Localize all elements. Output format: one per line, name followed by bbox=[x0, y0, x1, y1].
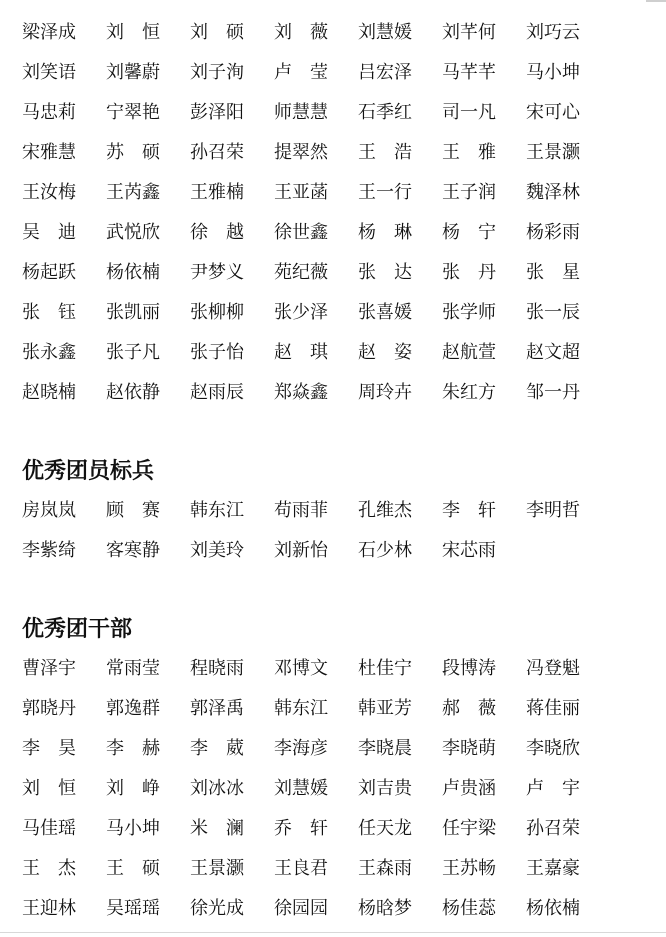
name-entry: 张学师 bbox=[442, 302, 496, 323]
name-list-outstanding-league-cadre bbox=[22, 649, 642, 929]
name-entry: 刘馨蔚 bbox=[106, 62, 160, 83]
name-entry: 马小坤 bbox=[526, 62, 580, 83]
name-entry: 张永鑫 bbox=[22, 342, 76, 363]
name-entry: 李 昊 bbox=[22, 738, 76, 759]
name-entry: 徐光成 bbox=[190, 898, 244, 919]
name-list-continued bbox=[22, 13, 642, 413]
name-entry: 郭泽禹 bbox=[190, 698, 244, 719]
name-entry: 杨彩雨 bbox=[526, 222, 580, 243]
name-entry: 张凯丽 bbox=[106, 302, 160, 323]
name-entry: 王 雅 bbox=[442, 142, 496, 163]
name-entry: 彭泽阳 bbox=[190, 102, 244, 123]
name-entry: 李紫绮 bbox=[22, 540, 76, 561]
name-entry: 宁翠艳 bbox=[106, 102, 160, 123]
name-entry: 李海彦 bbox=[274, 738, 328, 759]
name-entry: 任天龙 bbox=[358, 818, 412, 839]
name-entry: 王雅楠 bbox=[190, 182, 244, 203]
name-entry: 王森雨 bbox=[358, 858, 412, 879]
name-entry: 宋可心 bbox=[526, 102, 580, 123]
name-entry: 李 轩 bbox=[442, 500, 496, 521]
name-entry: 段博涛 bbox=[442, 658, 496, 679]
name-entry: 李 葳 bbox=[190, 738, 244, 759]
name-entry: 朱红方 bbox=[442, 382, 496, 403]
name-entry: 杨起跃 bbox=[22, 262, 76, 283]
name-entry: 刘冰冰 bbox=[190, 778, 244, 799]
name-entry: 张柳柳 bbox=[190, 302, 244, 323]
name-entry: 蒋佳丽 bbox=[526, 698, 580, 719]
name-entry: 赵晓楠 bbox=[22, 382, 76, 403]
name-entry: 李晓萌 bbox=[442, 738, 496, 759]
name-entry: 刘芊何 bbox=[442, 22, 496, 43]
name-entry: 卢 宇 bbox=[526, 778, 580, 799]
name-entry: 张 钰 bbox=[22, 302, 76, 323]
name-entry: 刘笑语 bbox=[22, 62, 76, 83]
name-entry: 孙召荣 bbox=[190, 142, 244, 163]
name-entry: 杨依楠 bbox=[106, 262, 160, 283]
name-entry: 苑纪薇 bbox=[274, 262, 328, 283]
name-entry: 郭晓丹 bbox=[22, 698, 76, 719]
name-entry: 王苏畅 bbox=[442, 858, 496, 879]
name-entry: 程晓雨 bbox=[190, 658, 244, 679]
name-entry: 司一凡 bbox=[442, 102, 496, 123]
name-entry: 张子凡 bbox=[106, 342, 160, 363]
name-entry: 孙召荣 bbox=[526, 818, 580, 839]
name-entry: 郝 薇 bbox=[442, 698, 496, 719]
name-entry: 冯登魁 bbox=[526, 658, 580, 679]
name-entry: 张喜媛 bbox=[358, 302, 412, 323]
name-entry: 杜佳宁 bbox=[358, 658, 412, 679]
name-entry: 徐世鑫 bbox=[274, 222, 328, 243]
name-entry: 尹梦义 bbox=[190, 262, 244, 283]
name-entry: 王 硕 bbox=[106, 858, 160, 879]
name-entry: 刘吉贵 bbox=[358, 778, 412, 799]
name-entry: 李 赫 bbox=[106, 738, 160, 759]
name-entry: 韩东江 bbox=[190, 500, 244, 521]
name-entry: 张 星 bbox=[526, 262, 580, 283]
name-entry: 王迎林 bbox=[22, 898, 76, 919]
name-entry: 吴瑶瑶 bbox=[106, 898, 160, 919]
name-entry: 邹一丹 bbox=[526, 382, 580, 403]
name-entry: 卢 莹 bbox=[274, 62, 328, 83]
name-entry: 乔 轩 bbox=[274, 818, 328, 839]
page-top-rule bbox=[646, 0, 666, 2]
name-entry: 宋雅慧 bbox=[22, 142, 76, 163]
name-entry: 孔维杰 bbox=[358, 500, 412, 521]
name-entry: 杨 琳 bbox=[358, 222, 412, 243]
name-entry: 赵文超 bbox=[526, 342, 580, 363]
name-entry: 徐 越 bbox=[190, 222, 244, 243]
name-entry: 苟雨菲 bbox=[274, 500, 328, 521]
name-entry: 王芮鑫 bbox=[106, 182, 160, 203]
name-entry: 马忠莉 bbox=[22, 102, 76, 123]
name-entry: 周玲卉 bbox=[358, 382, 412, 403]
name-entry: 刘 峥 bbox=[106, 778, 160, 799]
name-entry: 王汝梅 bbox=[22, 182, 76, 203]
name-entry: 王景灏 bbox=[190, 858, 244, 879]
name-entry: 杨佳蕊 bbox=[442, 898, 496, 919]
name-entry: 师慧慧 bbox=[274, 102, 328, 123]
name-entry: 米 澜 bbox=[190, 818, 244, 839]
section-title-outstanding-member-model: 优秀团员标兵 bbox=[22, 458, 155, 484]
name-entry: 刘新怡 bbox=[274, 540, 328, 561]
name-entry: 王一行 bbox=[358, 182, 412, 203]
name-entry: 马小坤 bbox=[106, 818, 160, 839]
name-entry: 赵依静 bbox=[106, 382, 160, 403]
name-entry: 赵 姿 bbox=[358, 342, 412, 363]
name-entry: 房岚岚 bbox=[22, 500, 76, 521]
name-entry: 郭逸群 bbox=[106, 698, 160, 719]
name-entry: 杨依楠 bbox=[526, 898, 580, 919]
document-page bbox=[22, 13, 642, 929]
name-entry: 李明哲 bbox=[526, 500, 580, 521]
name-entry: 刘巧云 bbox=[526, 22, 580, 43]
name-entry: 王良君 bbox=[274, 858, 328, 879]
name-entry: 韩东江 bbox=[274, 698, 328, 719]
name-entry: 刘 硕 bbox=[190, 22, 244, 43]
name-entry: 常雨莹 bbox=[106, 658, 160, 679]
name-entry: 赵 琪 bbox=[274, 342, 328, 363]
name-entry: 吕宏泽 bbox=[358, 62, 412, 83]
name-entry: 石少林 bbox=[358, 540, 412, 561]
name-entry: 王亚菡 bbox=[274, 182, 328, 203]
name-entry: 赵航萱 bbox=[442, 342, 496, 363]
name-entry: 刘 薇 bbox=[274, 22, 328, 43]
name-entry: 客寒静 bbox=[106, 540, 160, 561]
name-entry: 任宇梁 bbox=[442, 818, 496, 839]
name-entry: 刘慧媛 bbox=[358, 22, 412, 43]
name-entry: 吴 迪 bbox=[22, 222, 76, 243]
name-entry: 刘美玲 bbox=[190, 540, 244, 561]
name-list-outstanding-member-model bbox=[22, 491, 642, 571]
name-entry: 张一辰 bbox=[526, 302, 580, 323]
name-entry: 郑焱鑫 bbox=[274, 382, 328, 403]
name-entry: 顾 赛 bbox=[106, 500, 160, 521]
name-entry: 刘 恒 bbox=[22, 778, 76, 799]
name-entry: 马芊芊 bbox=[442, 62, 496, 83]
name-entry: 曹泽宇 bbox=[22, 658, 76, 679]
name-entry: 魏泽林 bbox=[526, 182, 580, 203]
name-entry: 梁泽成 bbox=[22, 22, 76, 43]
page-bottom-rule bbox=[0, 932, 666, 933]
name-entry: 武悦欣 bbox=[106, 222, 160, 243]
name-entry: 王嘉豪 bbox=[526, 858, 580, 879]
name-entry: 杨晗梦 bbox=[358, 898, 412, 919]
name-entry: 徐园园 bbox=[274, 898, 328, 919]
name-entry: 张 丹 bbox=[442, 262, 496, 283]
name-entry: 宋芯雨 bbox=[442, 540, 496, 561]
name-entry: 邓博文 bbox=[274, 658, 328, 679]
name-entry: 石季红 bbox=[358, 102, 412, 123]
name-entry: 张子怡 bbox=[190, 342, 244, 363]
name-entry: 王 杰 bbox=[22, 858, 76, 879]
name-entry: 提翠然 bbox=[274, 142, 328, 163]
section-title-outstanding-league-cadre: 优秀团干部 bbox=[22, 616, 133, 642]
name-entry: 刘慧媛 bbox=[274, 778, 328, 799]
name-entry: 刘 恒 bbox=[106, 22, 160, 43]
name-entry: 张少泽 bbox=[274, 302, 328, 323]
name-entry: 李晓欣 bbox=[526, 738, 580, 759]
name-entry: 王 浩 bbox=[358, 142, 412, 163]
name-entry: 刘子洵 bbox=[190, 62, 244, 83]
name-entry: 王子润 bbox=[442, 182, 496, 203]
name-entry: 王景灏 bbox=[526, 142, 580, 163]
name-entry: 卢贵涵 bbox=[442, 778, 496, 799]
name-entry: 马佳瑶 bbox=[22, 818, 76, 839]
name-entry: 李晓晨 bbox=[358, 738, 412, 759]
name-entry: 苏 硕 bbox=[106, 142, 160, 163]
name-entry: 韩亚芳 bbox=[358, 698, 412, 719]
name-entry: 赵雨辰 bbox=[190, 382, 244, 403]
name-entry: 张 达 bbox=[358, 262, 412, 283]
name-entry: 杨 宁 bbox=[442, 222, 496, 243]
